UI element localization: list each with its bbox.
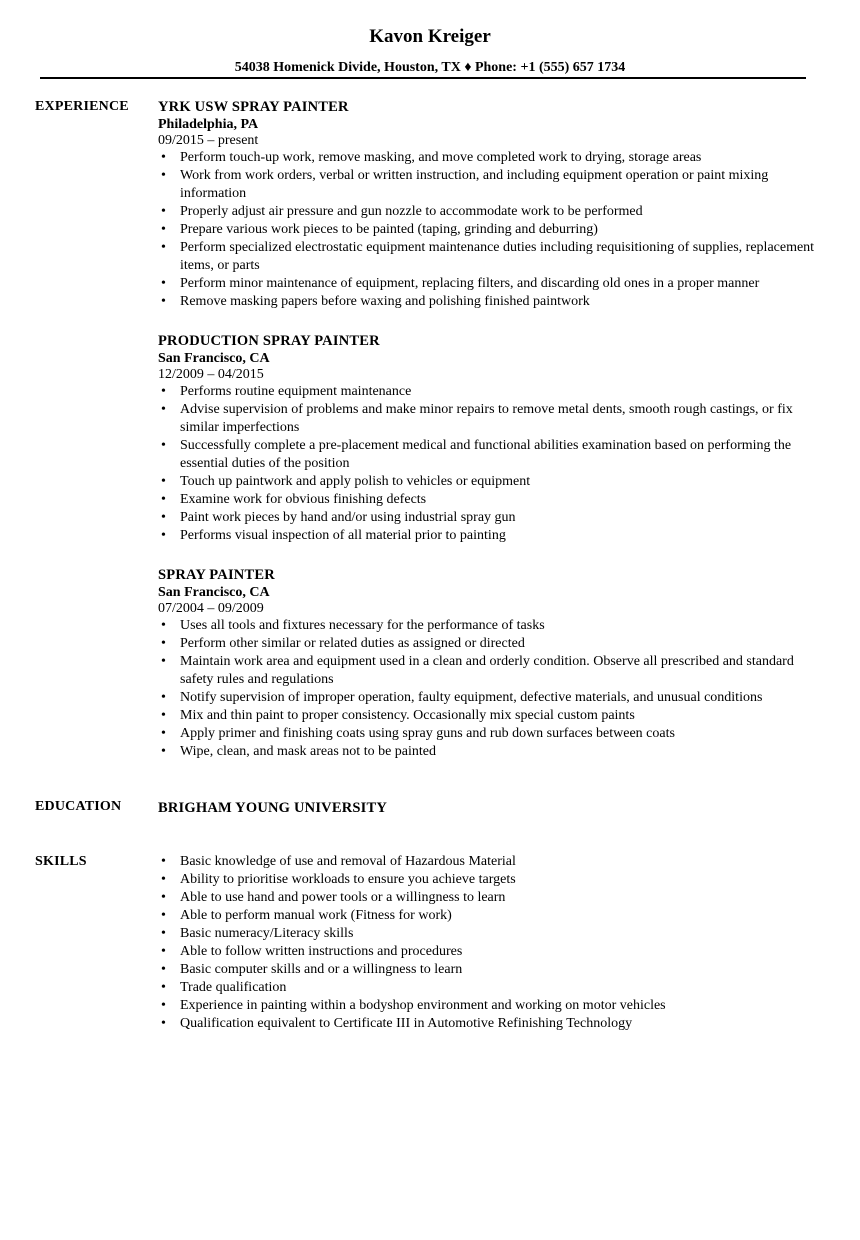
candidate-name: Kavon Kreiger bbox=[369, 26, 491, 47]
list-item: • Successfully complete a pre-placement medical and functional abilities examination based on performing the essential duties of the position bbox=[158, 437, 818, 473]
list-item: • Uses all tools and fixtures necessary for the performance of tasks bbox=[158, 617, 818, 635]
list-item: • Advise supervision of problems and make minor repairs to remove metal dents, smooth rough castings, or fix similar imperfections bbox=[158, 401, 818, 437]
list-item: • Perform other similar or related duties as assigned or directed bbox=[158, 635, 818, 653]
job-duties bbox=[158, 617, 818, 761]
job-dates: 09/2015 – present bbox=[158, 133, 259, 148]
school-name: BRIGHAM YOUNG UNIVERSITY bbox=[158, 800, 388, 816]
list-item: • Able to follow written instructions and procedures bbox=[158, 943, 818, 961]
job-location: San Francisco, CA bbox=[158, 351, 270, 366]
job-entry bbox=[158, 98, 818, 311]
job-duties bbox=[158, 383, 818, 545]
list-item: • Basic computer skills and or a willingness to learn bbox=[158, 961, 818, 979]
education-heading: EDUCATION bbox=[35, 799, 122, 814]
job-location: Philadelphia, PA bbox=[158, 117, 259, 132]
list-item: • Basic knowledge of use and removal of Hazardous Material bbox=[158, 853, 818, 871]
job-dates: 07/2004 – 09/2009 bbox=[158, 601, 264, 616]
job-entry bbox=[158, 566, 818, 761]
skills-items bbox=[158, 853, 818, 1033]
list-item: • Mix and thin paint to proper consistency. Occasionally mix special custom paints bbox=[158, 707, 818, 725]
job-location: San Francisco, CA bbox=[158, 585, 270, 600]
experience-list bbox=[158, 98, 818, 782]
list-item: • Qualification equivalent to Certificate III in Automotive Refinishing Technology bbox=[158, 1015, 818, 1033]
header-divider bbox=[40, 77, 806, 79]
job-entry bbox=[158, 332, 818, 545]
job-duties bbox=[158, 149, 818, 311]
job-title: SPRAY PAINTER bbox=[158, 567, 275, 583]
list-item: • Trade qualification bbox=[158, 979, 818, 997]
list-item: • Notify supervision of improper operation, faulty equipment, defective materials, and unusual conditions bbox=[158, 689, 818, 707]
list-item: • Examine work for obvious finishing defects bbox=[158, 491, 818, 509]
list-item: • Touch up paintwork and apply polish to vehicles or equipment bbox=[158, 473, 818, 491]
list-item: • Maintain work area and equipment used in a clean and orderly condition. Observe all prescribed and standard safety rules and regulations bbox=[158, 653, 818, 689]
education-list bbox=[158, 798, 818, 817]
list-item: • Perform touch-up work, remove masking, and move completed work to drying, storage areas bbox=[158, 149, 818, 167]
list-item: • Ability to prioritise workloads to ensure you achieve targets bbox=[158, 871, 818, 889]
contact-line: 54038 Homenick Divide, Houston, TX ♦ Phone: +1 (555) 657 1734 bbox=[234, 60, 626, 75]
list-item: • Able to use hand and power tools or a willingness to learn bbox=[158, 889, 818, 907]
experience-heading: EXPERIENCE bbox=[35, 99, 129, 114]
list-item: • Properly adjust air pressure and gun nozzle to accommodate work to be performed bbox=[158, 203, 818, 221]
list-item: • Perform minor maintenance of equipment, replacing filters, and discarding old ones in a proper manner bbox=[158, 275, 818, 293]
job-dates: 12/2009 – 04/2015 bbox=[158, 367, 264, 382]
list-item: • Able to perform manual work (Fitness for work) bbox=[158, 907, 818, 925]
job-title: PRODUCTION SPRAY PAINTER bbox=[158, 333, 380, 349]
list-item: • Perform specialized electrostatic equipment maintenance duties including requisitioning of supplies, replacement items, or parts bbox=[158, 239, 818, 275]
list-item: • Remove masking papers before waxing and polishing finished paintwork bbox=[158, 293, 818, 311]
list-item: • Apply primer and finishing coats using spray guns and rub down surfaces between coats bbox=[158, 725, 818, 743]
list-item: • Prepare various work pieces to be painted (taping, grinding and deburring) bbox=[158, 221, 818, 239]
list-item: • Work from work orders, verbal or written instruction, and including equipment operation or paint mixing information bbox=[158, 167, 818, 203]
skills-heading: SKILLS bbox=[35, 854, 87, 869]
list-item: • Performs routine equipment maintenance bbox=[158, 383, 818, 401]
list-item: • Basic numeracy/Literacy skills bbox=[158, 925, 818, 943]
list-item: • Performs visual inspection of all material prior to painting bbox=[158, 527, 818, 545]
job-title: YRK USW SPRAY PAINTER bbox=[158, 99, 349, 115]
list-item: • Paint work pieces by hand and/or using industrial spray gun bbox=[158, 509, 818, 527]
skills-list bbox=[158, 853, 818, 1033]
list-item: • Wipe, clean, and mask areas not to be painted bbox=[158, 743, 818, 761]
list-item: • Experience in painting within a bodyshop environment and working on motor vehicles bbox=[158, 997, 818, 1015]
